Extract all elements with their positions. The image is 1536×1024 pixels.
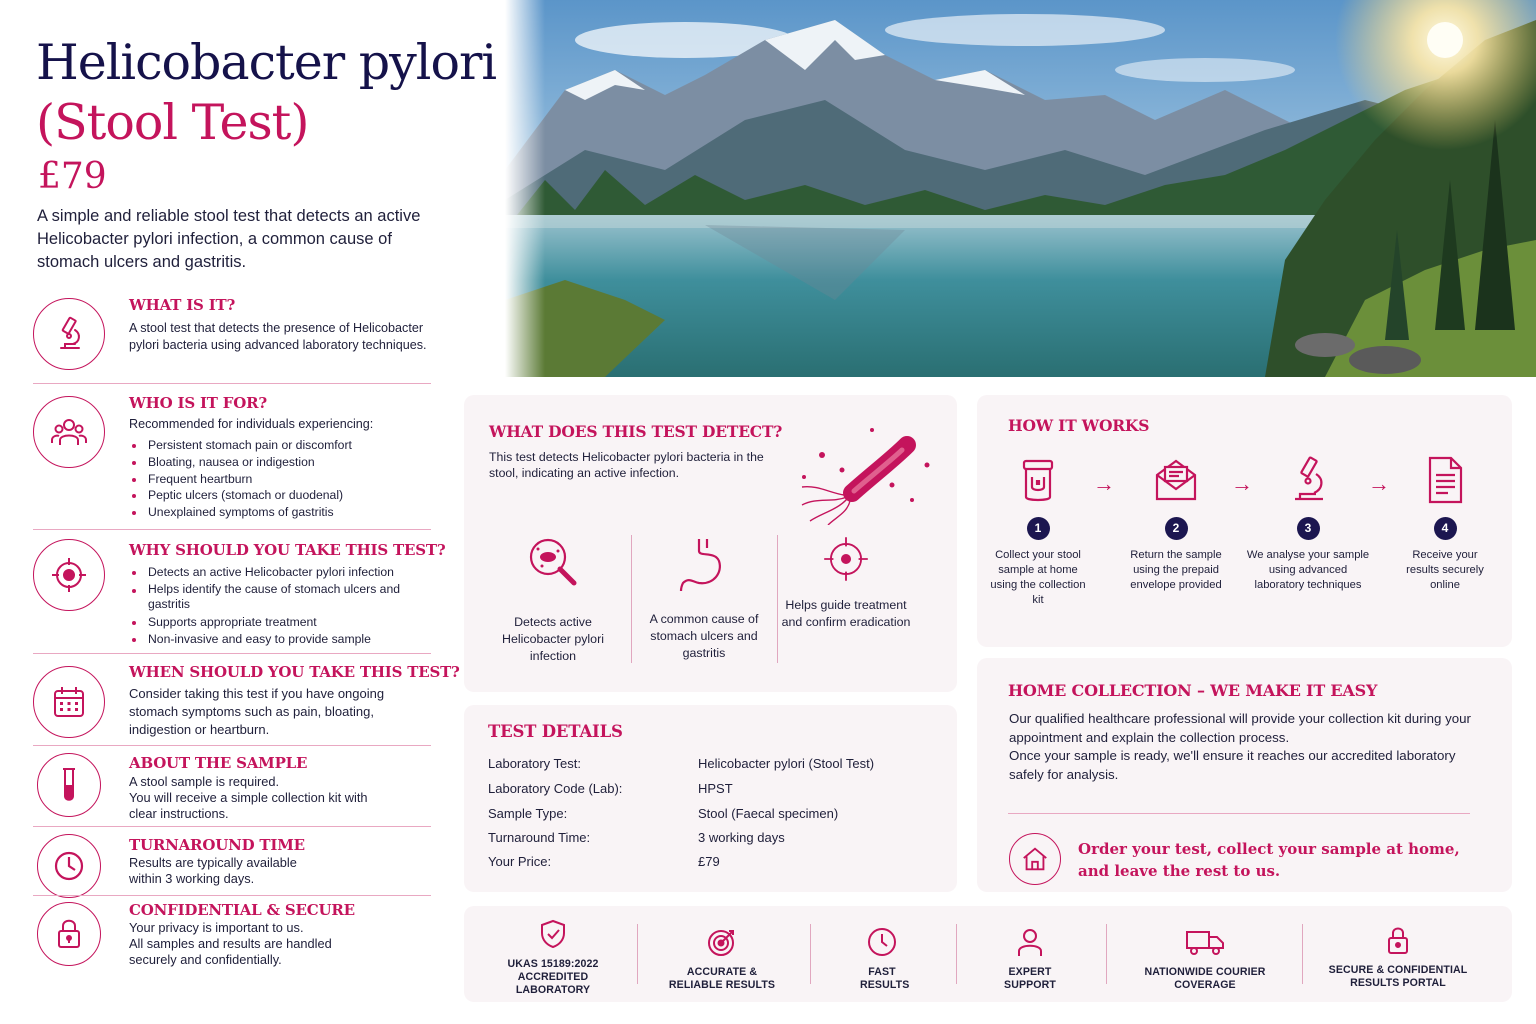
microscope-icon: [33, 298, 105, 370]
feature-badge: [980, 926, 1080, 992]
microscope-icon: [1281, 453, 1335, 507]
feature-label: NATIONWIDE COURIER COVERAGE: [1144, 966, 1266, 991]
section-line: A stool sample is required.: [129, 774, 280, 789]
feature-badge: [1134, 926, 1276, 992]
magnifier-bacteria-icon: [522, 533, 584, 595]
section-line: Your privacy is important to us.: [129, 920, 304, 935]
section-title: CONFIDENTIAL & SECURE: [129, 901, 355, 919]
card-title: HOME COLLECTION – WE MAKE IT EASY: [1008, 681, 1378, 700]
section-why-take-test: [33, 539, 446, 651]
home-paragraph: Once your sample is ready, we'll ensure it reaches our accredited laboratory safely for analysis.: [1009, 748, 1456, 782]
detect-column-text: Helps guide treatment and confirm eradication: [781, 598, 911, 629]
list-item: Bloating, nausea or indigestion: [129, 454, 429, 471]
detect-column-text: A common cause of stomach ulcers and gastritis: [649, 612, 759, 660]
home-paragraph: Our qualified healthcare professional will provide your collection kit during your appointment and explain the collection process.: [1009, 711, 1471, 745]
feature-label: ACCURATE & RELIABLE RESULTS: [668, 966, 776, 991]
feature-label: EXPERT SUPPORT: [1004, 966, 1056, 991]
target-icon: [33, 539, 105, 611]
stomach-icon: [673, 533, 735, 595]
bacteria-icon: [792, 415, 942, 525]
people-icon: [33, 396, 105, 468]
detail-value: 3 working days: [698, 830, 785, 845]
section-title: WHAT IS IT?: [129, 296, 236, 314]
detail-label: Turnaround Time:: [488, 830, 591, 845]
divider: [33, 826, 431, 827]
list-item: Non-invasive and easy to provide sample: [129, 631, 429, 648]
sample-pot-icon: [1011, 453, 1065, 507]
section-body: [129, 416, 429, 521]
bullet-list: [129, 564, 429, 647]
section-line: All samples and results are handled securely and confidentially.: [129, 936, 332, 967]
padlock-icon: [37, 902, 101, 966]
bullet-list: [129, 437, 429, 521]
separator: [956, 924, 957, 984]
list-item: Detects an active Helicobacter pylori infection: [129, 564, 429, 581]
cta-line: Order your test, collect your sample at home,: [1078, 840, 1460, 858]
detect-card: [464, 395, 957, 692]
section-body: [129, 564, 429, 647]
detect-column: [634, 533, 774, 662]
step: [1380, 453, 1510, 593]
landscape-image: [505, 0, 1536, 377]
step: [1243, 453, 1373, 593]
section-who-is-it-for: [33, 391, 431, 526]
section-title: ABOUT THE SAMPLE: [129, 754, 308, 772]
list-item: Supports appropriate treatment: [129, 614, 429, 631]
section-title: TURNAROUND TIME: [129, 836, 305, 854]
section-body: [129, 774, 429, 822]
detail-value: Stool (Faecal specimen): [698, 806, 839, 821]
divider: [33, 383, 431, 384]
feature-badge: [832, 926, 932, 992]
shield-check-icon: [537, 918, 569, 950]
step-number: 2: [1165, 517, 1188, 540]
detail-label: Your Price:: [488, 854, 552, 869]
step-text: Collect your stool sample at home using the collection kit: [990, 549, 1086, 606]
detail-value: Helicobacter pylori (Stool Test): [698, 756, 875, 771]
list-item: Unexplained symptoms of gastritis: [129, 504, 429, 521]
step-text: We analyse your sample using advanced laboratory techniques: [1246, 549, 1370, 591]
section-when-take-test: [33, 661, 460, 741]
detail-label: Laboratory Test:: [488, 756, 581, 771]
divider: [1008, 813, 1470, 814]
detail-label: Sample Type:: [488, 806, 568, 821]
divider: [33, 745, 431, 746]
envelope-icon: [1149, 453, 1203, 507]
truck-icon: [1185, 926, 1225, 958]
crosshair-icon: [820, 533, 872, 585]
section-intro: Recommended for individuals experiencing:: [129, 417, 374, 431]
feature-badge: [1322, 924, 1474, 990]
detail-value: £79: [698, 854, 720, 869]
step-number: 4: [1434, 517, 1457, 540]
arrow-right-icon: →: [1231, 471, 1253, 496]
section-line: You will receive a simple collection kit with clear instructions.: [129, 790, 368, 821]
test-tube-icon: [37, 753, 101, 817]
clock-icon: [37, 834, 101, 898]
divider: [33, 653, 431, 654]
step: [973, 453, 1103, 608]
arrow-right-icon: →: [1093, 471, 1115, 496]
detect-column-text: Detects active Helicobacter pylori infection: [502, 615, 604, 663]
calendar-icon: [33, 666, 105, 738]
separator: [1106, 924, 1107, 984]
detail-label: Laboratory Code (Lab):: [488, 781, 623, 796]
features-bar: [464, 906, 1512, 1002]
page-subtitle: (Stool Test): [36, 94, 309, 151]
section-title: WHO IS IT FOR?: [129, 394, 267, 412]
clock-icon: [866, 926, 898, 958]
home-collection-card: [977, 658, 1512, 892]
section-title: WHY SHOULD YOU TAKE THIS TEST?: [129, 541, 446, 559]
section-body: [129, 920, 359, 968]
section-about-sample: [33, 753, 431, 823]
list-item: Frequent heartburn: [129, 471, 429, 488]
how-it-works-card: [977, 395, 1512, 647]
step-number: 3: [1297, 517, 1320, 540]
section-turnaround: [33, 834, 431, 896]
separator: [810, 924, 811, 984]
step-text: Return the sample using the prepaid envelope provided: [1130, 549, 1222, 591]
section-body: Consider taking this test if you have ongoing stomach symptoms such as pain, bloating, indigestion or heartburn.: [129, 686, 385, 737]
step-number: 1: [1027, 517, 1050, 540]
section-title: WHEN SHOULD YOU TAKE THIS TEST?: [129, 663, 460, 681]
feature-badge: [488, 918, 618, 997]
card-title: TEST DETAILS: [488, 722, 623, 741]
detail-value: HPST: [698, 781, 733, 796]
test-details-card: [464, 705, 957, 892]
home-call-to-action: [1078, 838, 1460, 882]
arrow-right-icon: →: [1368, 471, 1390, 496]
detect-column: [483, 533, 623, 665]
card-title: HOW IT WORKS: [1008, 416, 1150, 435]
divider: [33, 895, 431, 896]
feature-label: FAST RESULTS: [860, 966, 910, 991]
separator: [1302, 924, 1303, 984]
card-description: This test detects Helicobacter pylori bacteria in the stool, indicating an active infection.: [489, 450, 764, 480]
step: [1111, 453, 1241, 593]
list-item: Persistent stomach pain or discomfort: [129, 437, 429, 454]
list-item: Peptic ulcers (stomach or duodenal): [129, 487, 429, 504]
section-body: Results are typically available within 3 working days.: [129, 855, 297, 886]
column-divider: [631, 535, 632, 663]
section-confidential: [33, 900, 431, 970]
step-text: Receive your results securely online: [1406, 549, 1484, 591]
feature-label: SECURE & CONFIDENTIAL RESULTS PORTAL: [1328, 964, 1468, 989]
list-item: Helps identify the cause of stomach ulcers and gastritis: [129, 582, 429, 613]
cta-line: and leave the rest to us.: [1078, 862, 1281, 880]
user-icon: [1014, 926, 1046, 958]
section-body: A stool test that detects the presence of Helicobacter pylori bacteria using advanced laboratory techniques.: [129, 321, 427, 352]
target-arrow-icon: [706, 926, 738, 958]
detect-column: [776, 533, 916, 631]
document-icon: [1418, 453, 1472, 507]
intro-text: A simple and reliable stool test that detects an active Helicobacter pylori infection, a common cause of stomach ulcers and gastritis.: [37, 207, 421, 271]
price: £79: [38, 156, 107, 197]
separator: [637, 924, 638, 984]
home-icon: [1009, 833, 1061, 885]
page-title: Helicobacter pylori: [36, 34, 497, 91]
feature-label: UKAS 15189:2022 ACCREDITED LABORATORY: [507, 958, 599, 996]
section-what-is-it: [33, 292, 431, 382]
card-title: WHAT DOES THIS TEST DETECT?: [489, 422, 783, 441]
padlock-icon: [1382, 924, 1414, 956]
feature-badge: [652, 926, 792, 992]
divider: [33, 529, 431, 530]
